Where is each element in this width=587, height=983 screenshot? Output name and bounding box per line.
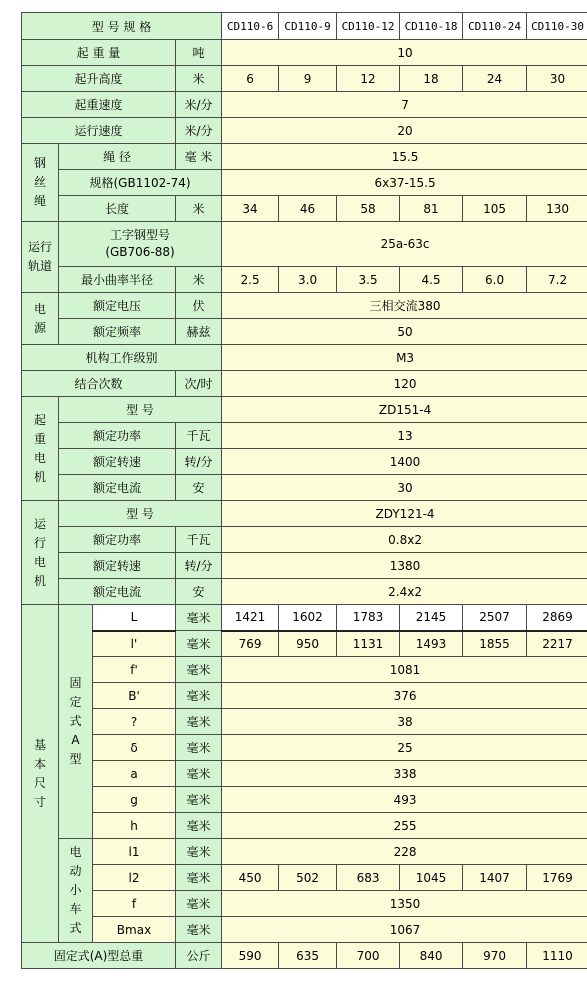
value-cell: 228: [222, 839, 587, 865]
model-spec-header: 型 号 规 格: [22, 13, 222, 40]
unit-cell: 毫米: [176, 631, 222, 657]
value-cell: 30: [222, 475, 587, 501]
table-row: [22, 709, 587, 735]
table-row: [22, 527, 587, 553]
unit-cell: 吨: [176, 40, 222, 66]
table-row: [22, 66, 587, 92]
table-row: [22, 865, 587, 891]
model-header: CD110-9: [279, 13, 337, 40]
table-row: [22, 605, 587, 631]
row-label: 长度: [59, 196, 176, 222]
value-cell: 0.8x2: [222, 527, 587, 553]
unit-cell: 毫米: [176, 683, 222, 709]
unit-cell: 毫米: [176, 891, 222, 917]
unit-cell: 安: [176, 475, 222, 501]
value-cell: 46: [279, 196, 337, 222]
row-label: 机构工作级别: [22, 345, 222, 371]
dimension-symbol: L: [93, 605, 176, 631]
row-label: 额定电流: [59, 579, 176, 605]
dimension-symbol: l1: [93, 839, 176, 865]
value-cell: 2869: [527, 605, 587, 631]
value-cell: 20: [222, 118, 587, 144]
value-cell: 三相交流380: [222, 293, 587, 319]
unit-cell: 毫 米: [176, 144, 222, 170]
row-label: [59, 222, 222, 267]
unit-cell: 次/时: [176, 371, 222, 397]
dimension-symbol: l2: [93, 865, 176, 891]
table-row: [22, 397, 587, 423]
model-header: CD110-12: [337, 13, 400, 40]
table-row: [22, 943, 587, 969]
row-label: 额定功率: [59, 423, 176, 449]
table-row: [22, 657, 587, 683]
unit-cell: 伏: [176, 293, 222, 319]
unit-cell: 米: [176, 66, 222, 92]
value-cell: 105: [463, 196, 527, 222]
dimension-symbol: f': [93, 657, 176, 683]
dimension-symbol: ?: [93, 709, 176, 735]
group-label-track: 运行轨道: [22, 222, 59, 293]
value-cell: 3.5: [337, 267, 400, 293]
table-row: [22, 891, 587, 917]
table-row: [22, 92, 587, 118]
unit-cell: 毫米: [176, 917, 222, 943]
model-header: CD110-6: [222, 13, 279, 40]
value-cell: 1131: [337, 631, 400, 657]
unit-cell: 毫米: [176, 657, 222, 683]
row-label: 运行速度: [22, 118, 176, 144]
unit-cell: 毫米: [176, 709, 222, 735]
value-cell: 30: [527, 66, 587, 92]
value-cell: 34: [222, 196, 279, 222]
row-label: 起 重 量: [22, 40, 176, 66]
group-label-trolley-type: 电动小车式: [59, 839, 93, 943]
value-cell: 25a-63c: [222, 222, 587, 267]
value-cell: 50: [222, 319, 587, 345]
value-cell: 12: [337, 66, 400, 92]
group-label-fixed-type: 固定式A型: [59, 605, 93, 839]
row-label: 额定频率: [59, 319, 176, 345]
unit-cell: 安: [176, 579, 222, 605]
value-cell: 6: [222, 66, 279, 92]
unit-cell: 公斤: [176, 943, 222, 969]
value-cell: 3.0: [279, 267, 337, 293]
value-cell: 1602: [279, 605, 337, 631]
group-label-travel-motor: 运行电机: [22, 501, 59, 605]
table-row: [22, 761, 587, 787]
table-row: [22, 631, 587, 657]
table-row: [22, 144, 587, 170]
value-cell: 1045: [400, 865, 463, 891]
value-cell: 255: [222, 813, 587, 839]
row-label: 起重速度: [22, 92, 176, 118]
table-row: [22, 735, 587, 761]
value-cell: 1407: [463, 865, 527, 891]
value-cell: 7: [222, 92, 587, 118]
value-cell: 1350: [222, 891, 587, 917]
dimension-symbol: f: [93, 891, 176, 917]
table-row: [22, 839, 587, 865]
table-row: [22, 293, 587, 319]
value-cell: 1400: [222, 449, 587, 475]
value-cell: 502: [279, 865, 337, 891]
value-cell: 2217: [527, 631, 587, 657]
value-cell: 1783: [337, 605, 400, 631]
unit-cell: 米/分: [176, 92, 222, 118]
value-cell: 450: [222, 865, 279, 891]
dimension-symbol: l': [93, 631, 176, 657]
row-label: 绳 径: [59, 144, 176, 170]
value-cell: 81: [400, 196, 463, 222]
value-cell: 10: [222, 40, 587, 66]
value-cell: 1067: [222, 917, 587, 943]
table-row: [22, 423, 587, 449]
value-cell: 1769: [527, 865, 587, 891]
value-cell: 18: [400, 66, 463, 92]
beam-label-line2: (GB706-88): [105, 245, 175, 259]
table-row: [22, 170, 587, 196]
value-cell: 130: [527, 196, 587, 222]
unit-cell: 毫米: [176, 839, 222, 865]
dimension-symbol: a: [93, 761, 176, 787]
unit-cell: 转/分: [176, 553, 222, 579]
table-row: [22, 579, 587, 605]
value-cell: M3: [222, 345, 587, 371]
value-cell: 13: [222, 423, 587, 449]
specification-table: [21, 12, 587, 969]
group-label-dimensions: 基本尺寸: [22, 605, 59, 943]
value-cell: 2.4x2: [222, 579, 587, 605]
dimension-symbol: δ: [93, 735, 176, 761]
group-label-lift-motor: 起重电机: [22, 397, 59, 501]
value-cell: 1421: [222, 605, 279, 631]
value-cell: 15.5: [222, 144, 587, 170]
table-row: [22, 371, 587, 397]
table-row: [22, 196, 587, 222]
value-cell: 58: [337, 196, 400, 222]
value-cell: 6x37-15.5: [222, 170, 587, 196]
row-label: 额定转速: [59, 553, 176, 579]
table-row: [22, 501, 587, 527]
dimension-symbol: h: [93, 813, 176, 839]
model-header: CD110-24: [463, 13, 527, 40]
table-row: [22, 475, 587, 501]
row-label: 固定式(A)型总重: [22, 943, 176, 969]
unit-cell: 毫米: [176, 813, 222, 839]
row-label: 额定功率: [59, 527, 176, 553]
row-label: 型 号: [59, 397, 222, 423]
value-cell: 970: [463, 943, 527, 969]
value-cell: 840: [400, 943, 463, 969]
value-cell: 1110: [527, 943, 587, 969]
value-cell: ZD151-4: [222, 397, 587, 423]
row-label: 最小曲率半径: [59, 267, 176, 293]
dimension-symbol: Bmax: [93, 917, 176, 943]
header-row: [22, 13, 587, 40]
row-label: 规格(GB1102-74): [59, 170, 222, 196]
table-row: [22, 267, 587, 293]
model-header: CD110-18: [400, 13, 463, 40]
value-cell: 683: [337, 865, 400, 891]
table-row: [22, 449, 587, 475]
value-cell: 24: [463, 66, 527, 92]
unit-cell: 毫米: [176, 865, 222, 891]
value-cell: ZDY121-4: [222, 501, 587, 527]
row-label: 额定电流: [59, 475, 176, 501]
model-header: CD110-30: [527, 13, 587, 40]
table-row: [22, 40, 587, 66]
value-cell: 25: [222, 735, 587, 761]
value-cell: 1081: [222, 657, 587, 683]
value-cell: 1493: [400, 631, 463, 657]
unit-cell: 米/分: [176, 118, 222, 144]
value-cell: 2.5: [222, 267, 279, 293]
table-row: [22, 787, 587, 813]
value-cell: 950: [279, 631, 337, 657]
value-cell: 2145: [400, 605, 463, 631]
unit-cell: 毫米: [176, 761, 222, 787]
group-label-wire-rope: 钢丝绳: [22, 144, 59, 222]
unit-cell: 毫米: [176, 735, 222, 761]
value-cell: 376: [222, 683, 587, 709]
table-row: [22, 222, 587, 267]
value-cell: 2507: [463, 605, 527, 631]
unit-cell: 千瓦: [176, 423, 222, 449]
row-label: 型 号: [59, 501, 222, 527]
group-label-power: 电源: [22, 293, 59, 345]
value-cell: 493: [222, 787, 587, 813]
table-row: [22, 683, 587, 709]
unit-cell: 转/分: [176, 449, 222, 475]
unit-cell: 赫兹: [176, 319, 222, 345]
value-cell: 9: [279, 66, 337, 92]
value-cell: 700: [337, 943, 400, 969]
value-cell: 338: [222, 761, 587, 787]
table-row: [22, 917, 587, 943]
unit-cell: 千瓦: [176, 527, 222, 553]
beam-label-line1: 工字钢型号: [110, 228, 171, 242]
value-cell: 120: [222, 371, 587, 397]
row-label: 额定转速: [59, 449, 176, 475]
value-cell: 38: [222, 709, 587, 735]
value-cell: 590: [222, 943, 279, 969]
table-row: [22, 553, 587, 579]
value-cell: 769: [222, 631, 279, 657]
value-cell: 1380: [222, 553, 587, 579]
value-cell: 6.0: [463, 267, 527, 293]
table-row: [22, 813, 587, 839]
dimension-symbol: B': [93, 683, 176, 709]
unit-cell: 毫米: [176, 787, 222, 813]
value-cell: 4.5: [400, 267, 463, 293]
dimension-symbol: g: [93, 787, 176, 813]
table-row: [22, 118, 587, 144]
row-label: 结合次数: [22, 371, 176, 397]
value-cell: 1855: [463, 631, 527, 657]
table-row: [22, 345, 587, 371]
table-row: [22, 319, 587, 345]
row-label: 额定电压: [59, 293, 176, 319]
value-cell: 635: [279, 943, 337, 969]
unit-cell: 米: [176, 196, 222, 222]
unit-cell: 毫米: [176, 605, 222, 631]
unit-cell: 米: [176, 267, 222, 293]
row-label: 起升高度: [22, 66, 176, 92]
value-cell: 7.2: [527, 267, 587, 293]
